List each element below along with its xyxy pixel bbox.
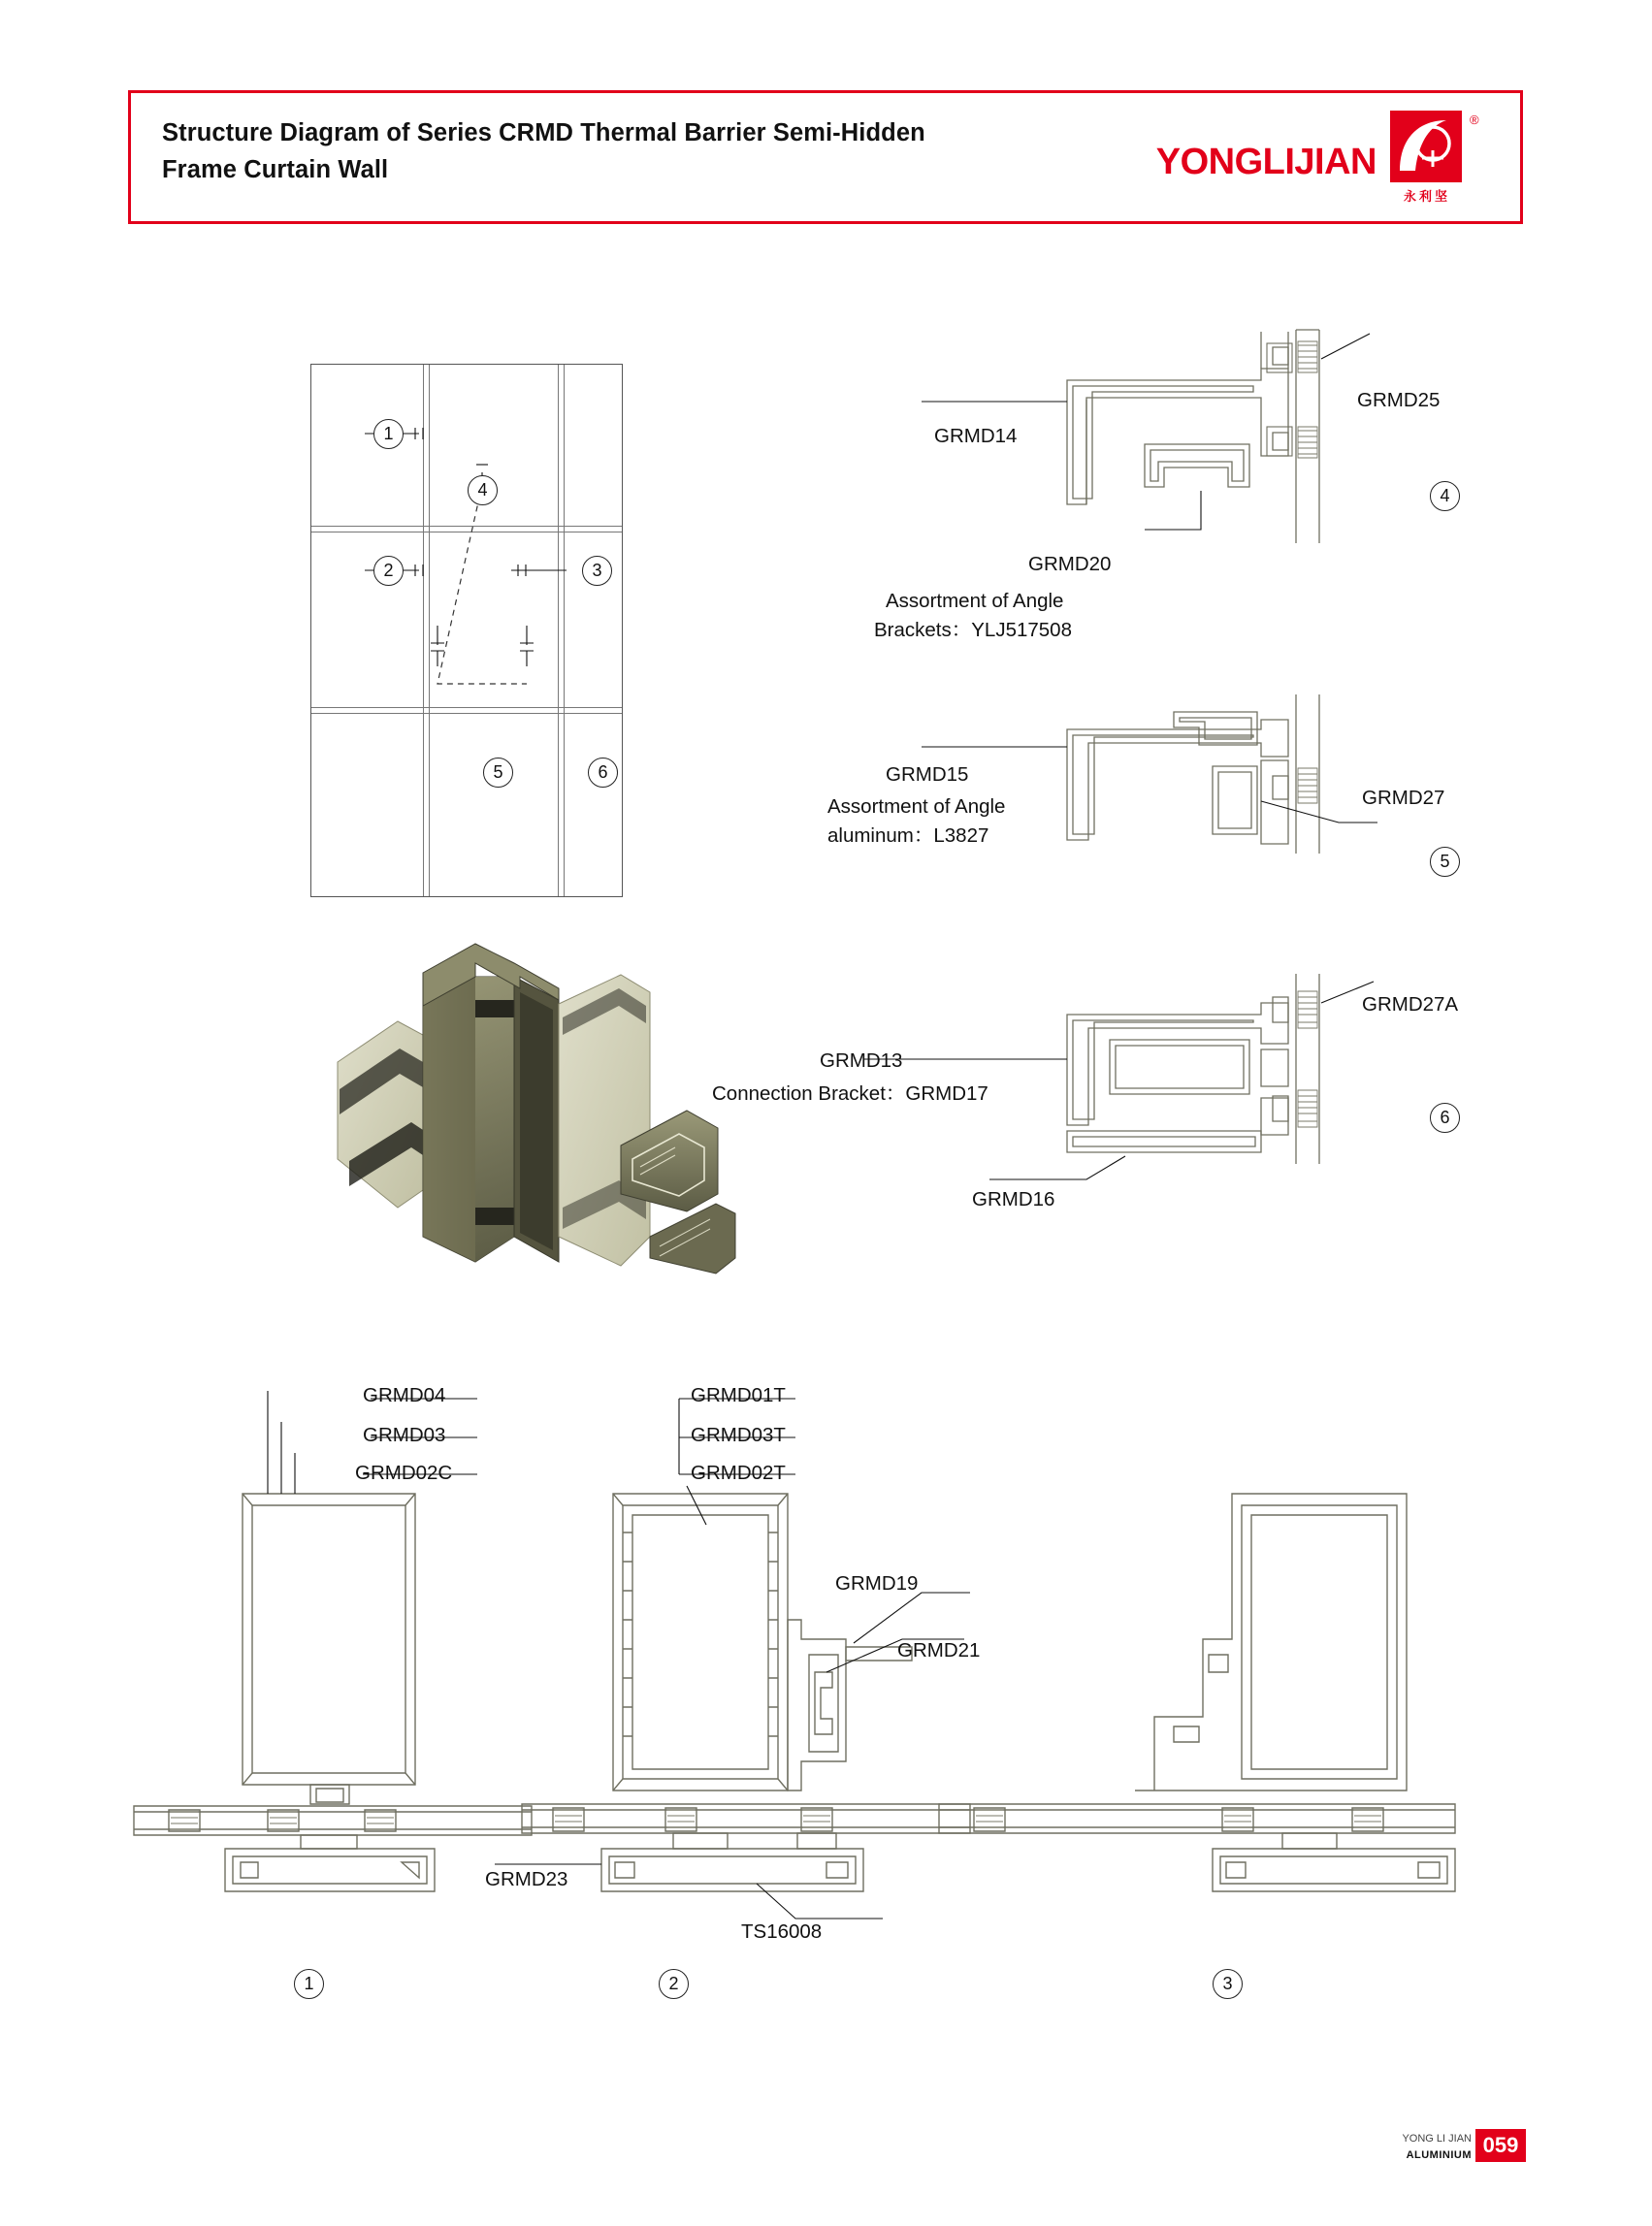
detail-2-section-drawing: [572, 1465, 1077, 1920]
footer-company-line1: YONG LI JIAN: [1402, 2133, 1472, 2145]
elevation-callout-1[interactable]: 1: [373, 419, 404, 449]
detail-callout-5[interactable]: 5: [1430, 847, 1460, 877]
page-footer: [1380, 2129, 1526, 2170]
detail-callout-4[interactable]: 4: [1430, 481, 1460, 511]
label-grmd04: GRMD04: [363, 1384, 446, 1406]
elevation-callout-6[interactable]: 6: [588, 758, 618, 788]
footer-company: [1402, 2131, 1472, 2163]
label-grmd03t: GRMD03T: [691, 1424, 786, 1446]
label-grmd15: GRMD15: [886, 763, 969, 786]
label-grmd27a: GRMD27A: [1362, 993, 1459, 1016]
label-grmd25: GRMD25: [1357, 389, 1441, 411]
label-alum-assortment-line2: aluminum：L3827: [827, 824, 989, 847]
logo-chinese-name: 永利坚: [1403, 189, 1450, 204]
footer-company-line2: ALUMINIUM: [1406, 2148, 1472, 2161]
elevation-callout-4[interactable]: 4: [468, 475, 498, 505]
label-alum-assortment-line1: Assortment of Angle: [827, 795, 1006, 818]
isometric-section-render: [330, 917, 737, 1324]
label-ts16008: TS16008: [741, 1920, 823, 1943]
detail-callout-6[interactable]: 6: [1430, 1103, 1460, 1133]
elevation-callout-5[interactable]: 5: [483, 758, 513, 788]
detail-5-section-drawing: [1028, 708, 1571, 902]
label-grmd27: GRMD27: [1362, 787, 1445, 809]
label-connection-bracket: Connection Bracket：GRMD17: [712, 1082, 988, 1105]
label-grmd02t: GRMD02T: [691, 1462, 786, 1484]
label-grmd13: GRMD13: [820, 1049, 903, 1072]
brand-wordmark: YONGLIJIAN: [1155, 142, 1377, 182]
detail-callout-bottom-2[interactable]: 2: [659, 1969, 689, 1999]
detail-2-label-leaders: [621, 1377, 873, 1503]
detail-3-section-drawing: [1028, 1465, 1533, 1920]
label-grmd16: GRMD16: [972, 1188, 1055, 1210]
detail-1-label-leaders: [291, 1377, 543, 1494]
page-header: [128, 90, 1523, 224]
label-grmd19: GRMD19: [835, 1572, 919, 1595]
elevation-callout-3[interactable]: 3: [582, 556, 612, 586]
label-brackets-assortment-line1: Assortment of Angle: [886, 590, 1064, 612]
page-title: Structure Diagram of Series CRMD Thermal Barrier Semi-Hidden Frame Curtain Wall: [162, 119, 925, 184]
label-grmd20: GRMD20: [1028, 553, 1112, 575]
label-grmd02c: GRMD02C: [355, 1462, 453, 1484]
label-brackets-assortment-line2: Brackets：YLJ517508: [874, 619, 1072, 641]
detail-4-section-drawing: [1028, 339, 1571, 582]
detail-callout-bottom-3[interactable]: 3: [1213, 1969, 1243, 1999]
detail-1-section-drawing: [175, 1465, 582, 1920]
registered-mark: ®: [1470, 113, 1479, 127]
page-number: 059: [1475, 2129, 1526, 2162]
elevation-leaders: [310, 364, 640, 907]
label-grmd01t: GRMD01T: [691, 1384, 786, 1406]
detail-6-section-drawing: [1028, 989, 1571, 1212]
label-grmd03: GRMD03: [363, 1424, 446, 1446]
detail-callout-bottom-1[interactable]: 1: [294, 1969, 324, 1999]
label-grmd21: GRMD21: [897, 1639, 981, 1661]
logo-mark-icon: [1390, 111, 1462, 182]
label-grmd14: GRMD14: [934, 425, 1018, 447]
company-logo: [1390, 111, 1499, 208]
elevation-callout-2[interactable]: 2: [373, 556, 404, 586]
label-grmd23: GRMD23: [485, 1868, 568, 1890]
